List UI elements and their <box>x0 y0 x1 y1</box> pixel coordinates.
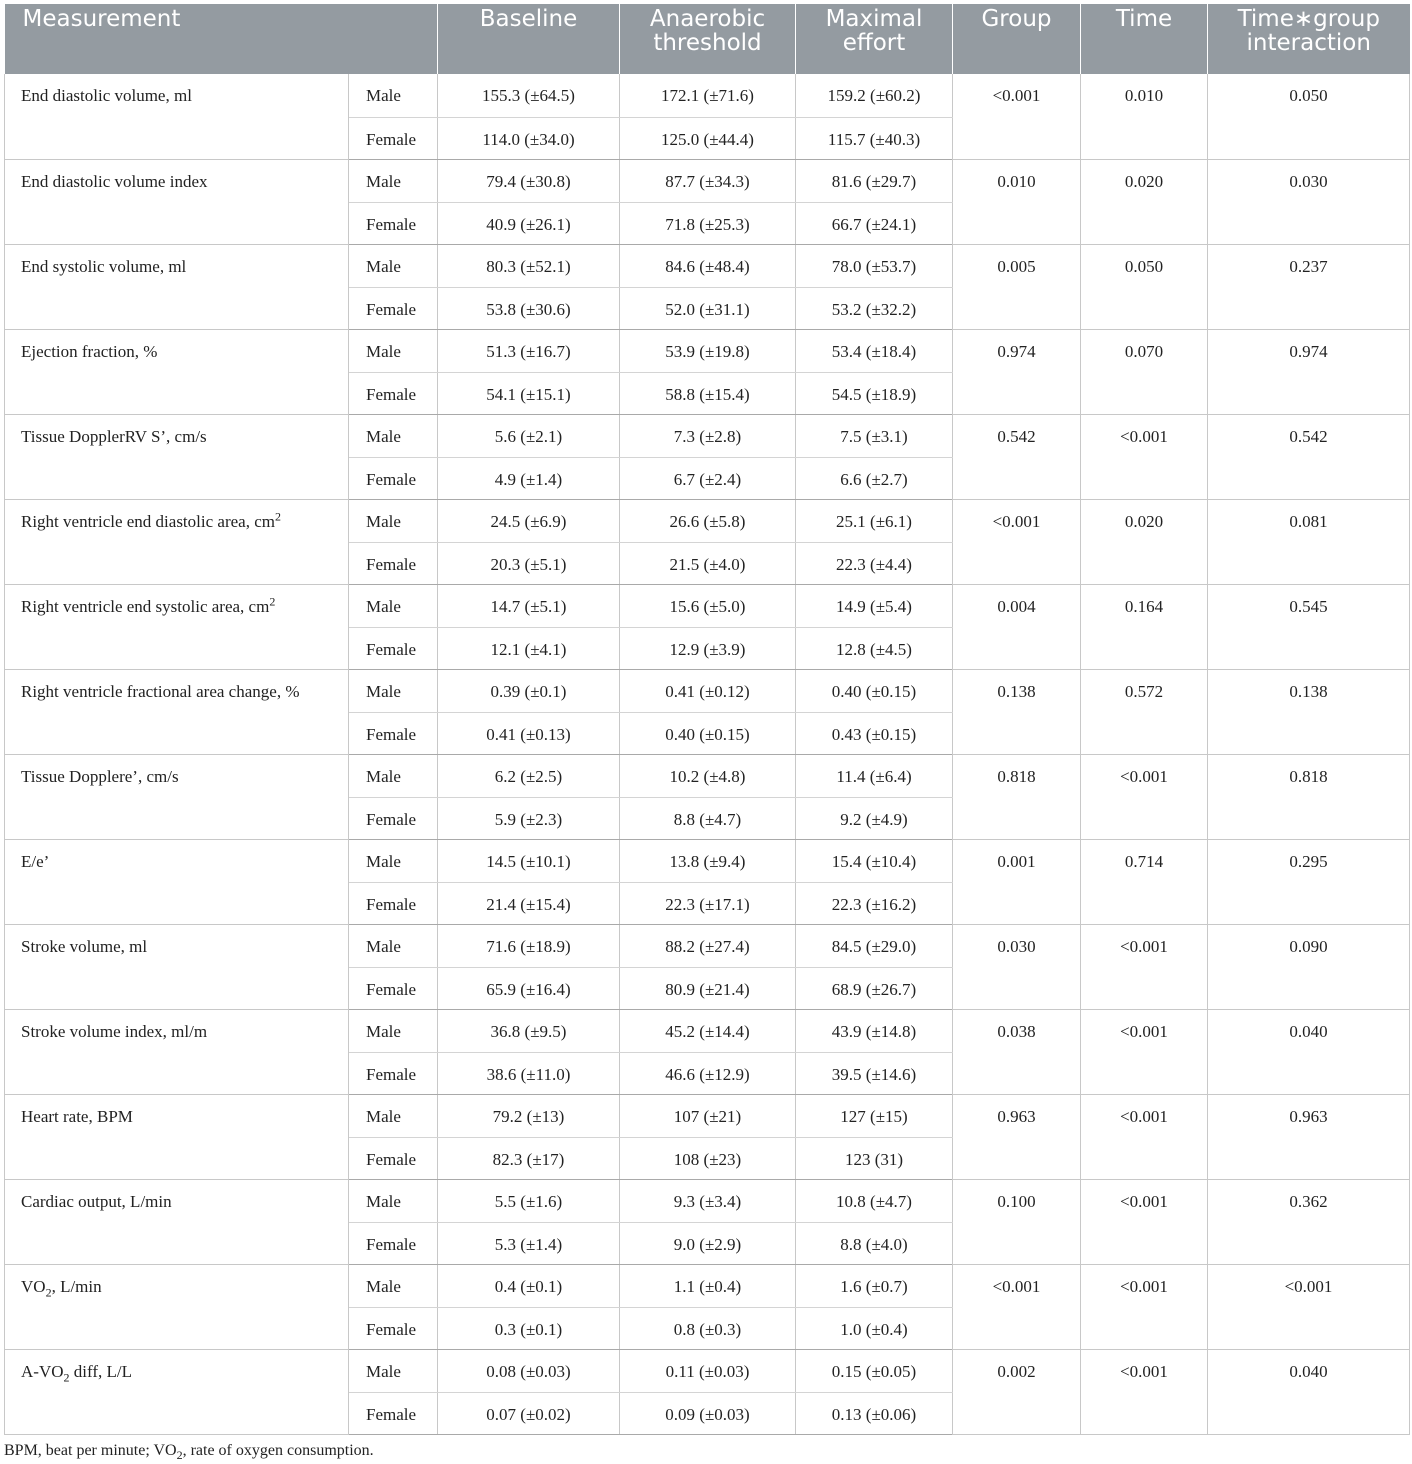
measurement-label: Stroke volume, ml <box>21 936 148 956</box>
group-p-value: 0.030 <box>953 924 1081 1009</box>
female-maximal-effort-value: 53.2 (±32.2) <box>796 287 953 329</box>
female-baseline-value: 21.4 (±15.4) <box>438 882 620 924</box>
table-header-row <box>5 4 1410 74</box>
sex-label-female: Female <box>349 882 438 924</box>
female-maximal-effort-value: 8.8 (±4.0) <box>796 1222 953 1264</box>
male-maximal-effort-value: 53.4 (±18.4) <box>796 329 953 372</box>
male-anaerobic-threshold-value: 10.2 (±4.8) <box>620 754 796 797</box>
male-maximal-effort-value: 78.0 (±53.7) <box>796 244 953 287</box>
male-anaerobic-threshold-value: 7.3 (±2.8) <box>620 414 796 457</box>
time-p-value: 0.020 <box>1081 159 1208 244</box>
female-maximal-effort-value: 9.2 (±4.9) <box>796 797 953 839</box>
table-row-male <box>5 1264 1410 1307</box>
table-row-male <box>5 1094 1410 1137</box>
female-maximal-effort-value: 6.6 (±2.7) <box>796 457 953 499</box>
header-time: Time <box>1081 4 1208 74</box>
sex-label-male: Male <box>349 839 438 882</box>
male-maximal-effort-value: 127 (±15) <box>796 1094 953 1137</box>
measurement-label: Tissue Dopplere’, cm/s <box>21 766 179 786</box>
female-anaerobic-threshold-value: 71.8 (±25.3) <box>620 202 796 244</box>
sex-label-female: Female <box>349 1222 438 1264</box>
measurement-subscript: 2 <box>63 1369 70 1384</box>
sex-label-male: Male <box>349 1264 438 1307</box>
male-anaerobic-threshold-value: 9.3 (±3.4) <box>620 1179 796 1222</box>
measurement-name <box>5 839 349 924</box>
female-anaerobic-threshold-value: 8.8 (±4.7) <box>620 797 796 839</box>
measurement-name <box>5 329 349 414</box>
sex-label-female: Female <box>349 117 438 159</box>
table-row-male <box>5 924 1410 967</box>
sex-label-male: Male <box>349 329 438 372</box>
female-baseline-value: 38.6 (±11.0) <box>438 1052 620 1094</box>
interaction-p-value: 0.040 <box>1208 1349 1410 1434</box>
table-row-male <box>5 1349 1410 1392</box>
male-anaerobic-threshold-value: 26.6 (±5.8) <box>620 499 796 542</box>
female-baseline-value: 5.3 (±1.4) <box>438 1222 620 1264</box>
time-p-value: <0.001 <box>1081 1264 1208 1349</box>
measurement-name <box>5 669 349 754</box>
sex-label-female: Female <box>349 1392 438 1434</box>
male-maximal-effort-value: 14.9 (±5.4) <box>796 584 953 627</box>
group-p-value: 0.974 <box>953 329 1081 414</box>
measurement-label: End diastolic volume index <box>21 171 208 191</box>
male-baseline-value: 79.2 (±13) <box>438 1094 620 1137</box>
female-anaerobic-threshold-value: 125.0 (±44.4) <box>620 117 796 159</box>
female-baseline-value: 0.41 (±0.13) <box>438 712 620 754</box>
table-row-male <box>5 754 1410 797</box>
male-anaerobic-threshold-value: 87.7 (±34.3) <box>620 159 796 202</box>
group-p-value: 0.004 <box>953 584 1081 669</box>
male-baseline-value: 6.2 (±2.5) <box>438 754 620 797</box>
female-maximal-effort-value: 0.43 (±0.15) <box>796 712 953 754</box>
measurement-name <box>5 1349 349 1434</box>
male-baseline-value: 14.5 (±10.1) <box>438 839 620 882</box>
female-baseline-value: 20.3 (±5.1) <box>438 542 620 584</box>
male-baseline-value: 0.4 (±0.1) <box>438 1264 620 1307</box>
table-body <box>5 74 1410 1434</box>
measurement-label: Ejection fraction, % <box>21 341 158 361</box>
time-p-value: <0.001 <box>1081 1094 1208 1179</box>
sex-label-female: Female <box>349 967 438 1009</box>
measurement-label: Right ventricle end diastolic area, cm <box>21 511 275 531</box>
male-maximal-effort-value: 43.9 (±14.8) <box>796 1009 953 1052</box>
group-p-value: 0.002 <box>953 1349 1081 1434</box>
measurement-label: End systolic volume, ml <box>21 256 187 276</box>
female-maximal-effort-value: 22.3 (±16.2) <box>796 882 953 924</box>
interaction-p-value: 0.030 <box>1208 159 1410 244</box>
table-row-male <box>5 1009 1410 1052</box>
female-baseline-value: 40.9 (±26.1) <box>438 202 620 244</box>
male-baseline-value: 0.39 (±0.1) <box>438 669 620 712</box>
time-p-value: <0.001 <box>1081 414 1208 499</box>
data-table-container <box>4 4 1409 1435</box>
interaction-p-value: 0.818 <box>1208 754 1410 839</box>
male-baseline-value: 79.4 (±30.8) <box>438 159 620 202</box>
male-maximal-effort-value: 7.5 (±3.1) <box>796 414 953 457</box>
female-maximal-effort-value: 0.13 (±0.06) <box>796 1392 953 1434</box>
sex-label-male: Male <box>349 74 438 117</box>
sex-label-male: Male <box>349 669 438 712</box>
group-p-value: 0.542 <box>953 414 1081 499</box>
male-anaerobic-threshold-value: 172.1 (±71.6) <box>620 74 796 117</box>
interaction-p-value: 0.963 <box>1208 1094 1410 1179</box>
sex-label-female: Female <box>349 202 438 244</box>
measurement-name <box>5 244 349 329</box>
male-baseline-value: 5.6 (±2.1) <box>438 414 620 457</box>
group-p-value: 0.010 <box>953 159 1081 244</box>
male-baseline-value: 5.5 (±1.6) <box>438 1179 620 1222</box>
time-p-value: 0.020 <box>1081 499 1208 584</box>
sex-label-female: Female <box>349 1137 438 1179</box>
female-baseline-value: 65.9 (±16.4) <box>438 967 620 1009</box>
group-p-value: 0.001 <box>953 839 1081 924</box>
sex-label-female: Female <box>349 712 438 754</box>
group-p-value: 0.818 <box>953 754 1081 839</box>
measurement-label: Right ventricle fractional area change, % <box>21 681 300 701</box>
female-baseline-value: 4.9 (±1.4) <box>438 457 620 499</box>
sex-label-female: Female <box>349 372 438 414</box>
time-p-value: 0.010 <box>1081 74 1208 159</box>
sex-label-female: Female <box>349 1052 438 1094</box>
time-p-value: 0.714 <box>1081 839 1208 924</box>
female-anaerobic-threshold-value: 6.7 (±2.4) <box>620 457 796 499</box>
sex-label-male: Male <box>349 1349 438 1392</box>
interaction-p-value: 0.138 <box>1208 669 1410 754</box>
male-anaerobic-threshold-value: 0.11 (±0.03) <box>620 1349 796 1392</box>
female-anaerobic-threshold-value: 9.0 (±2.9) <box>620 1222 796 1264</box>
sex-label-female: Female <box>349 287 438 329</box>
sex-label-female: Female <box>349 1307 438 1349</box>
female-anaerobic-threshold-value: 80.9 (±21.4) <box>620 967 796 1009</box>
measurement-name <box>5 1264 349 1349</box>
female-anaerobic-threshold-value: 21.5 (±4.0) <box>620 542 796 584</box>
male-anaerobic-threshold-value: 107 (±21) <box>620 1094 796 1137</box>
male-anaerobic-threshold-value: 45.2 (±14.4) <box>620 1009 796 1052</box>
male-maximal-effort-value: 1.6 (±0.7) <box>796 1264 953 1307</box>
measurement-name <box>5 1179 349 1264</box>
female-baseline-value: 54.1 (±15.1) <box>438 372 620 414</box>
male-baseline-value: 36.8 (±9.5) <box>438 1009 620 1052</box>
header-baseline: Baseline <box>438 4 620 74</box>
interaction-p-value: 0.974 <box>1208 329 1410 414</box>
female-maximal-effort-value: 1.0 (±0.4) <box>796 1307 953 1349</box>
female-baseline-value: 53.8 (±30.6) <box>438 287 620 329</box>
time-p-value: 0.050 <box>1081 244 1208 329</box>
header-interaction: Time∗group interaction <box>1208 4 1410 74</box>
measurement-table <box>4 4 1410 1435</box>
female-anaerobic-threshold-value: 108 (±23) <box>620 1137 796 1179</box>
female-anaerobic-threshold-value: 12.9 (±3.9) <box>620 627 796 669</box>
time-p-value: 0.572 <box>1081 669 1208 754</box>
female-anaerobic-threshold-value: 58.8 (±15.4) <box>620 372 796 414</box>
header-measurement: Measurement <box>5 4 438 74</box>
male-baseline-value: 0.08 (±0.03) <box>438 1349 620 1392</box>
time-p-value: 0.070 <box>1081 329 1208 414</box>
table-row-male <box>5 244 1410 287</box>
measurement-name <box>5 159 349 244</box>
table-row-male <box>5 584 1410 627</box>
measurement-label: VO <box>21 1276 46 1296</box>
sex-label-male: Male <box>349 1009 438 1052</box>
female-baseline-value: 5.9 (±2.3) <box>438 797 620 839</box>
measurement-label: Stroke volume index, ml/m <box>21 1021 208 1041</box>
female-maximal-effort-value: 115.7 (±40.3) <box>796 117 953 159</box>
sex-label-male: Male <box>349 244 438 287</box>
measurement-label: End diastolic volume, ml <box>21 86 192 105</box>
female-anaerobic-threshold-value: 52.0 (±31.1) <box>620 287 796 329</box>
sex-label-male: Male <box>349 924 438 967</box>
female-maximal-effort-value: 22.3 (±4.4) <box>796 542 953 584</box>
female-maximal-effort-value: 68.9 (±26.7) <box>796 967 953 1009</box>
male-baseline-value: 51.3 (±16.7) <box>438 329 620 372</box>
female-maximal-effort-value: 66.7 (±24.1) <box>796 202 953 244</box>
measurement-suffix: diff, L/L <box>69 1361 132 1381</box>
header-group: Group <box>953 4 1081 74</box>
male-maximal-effort-value: 0.40 (±0.15) <box>796 669 953 712</box>
measurement-name <box>5 1094 349 1179</box>
sex-label-male: Male <box>349 414 438 457</box>
table-row-male <box>5 499 1410 542</box>
time-p-value: <0.001 <box>1081 1179 1208 1264</box>
male-maximal-effort-value: 25.1 (±6.1) <box>796 499 953 542</box>
male-anaerobic-threshold-value: 0.41 (±0.12) <box>620 669 796 712</box>
table-row-male <box>5 159 1410 202</box>
male-baseline-value: 80.3 (±52.1) <box>438 244 620 287</box>
interaction-p-value: 0.295 <box>1208 839 1410 924</box>
measurement-name <box>5 414 349 499</box>
group-p-value: 0.963 <box>953 1094 1081 1179</box>
interaction-p-value: 0.237 <box>1208 244 1410 329</box>
male-baseline-value: 24.5 (±6.9) <box>438 499 620 542</box>
interaction-p-value: 0.040 <box>1208 1009 1410 1094</box>
header-anaerobic-threshold: Anaerobic threshold <box>620 4 796 74</box>
female-baseline-value: 0.3 (±0.1) <box>438 1307 620 1349</box>
male-maximal-effort-value: 81.6 (±29.7) <box>796 159 953 202</box>
group-p-value: 0.038 <box>953 1009 1081 1094</box>
male-anaerobic-threshold-value: 13.8 (±9.4) <box>620 839 796 882</box>
female-anaerobic-threshold-value: 0.09 (±0.03) <box>620 1392 796 1434</box>
female-baseline-value: 12.1 (±4.1) <box>438 627 620 669</box>
group-p-value: 0.138 <box>953 669 1081 754</box>
sex-label-female: Female <box>349 542 438 584</box>
table-row-male <box>5 329 1410 372</box>
male-maximal-effort-value: 0.15 (±0.05) <box>796 1349 953 1392</box>
interaction-p-value: 0.081 <box>1208 499 1410 584</box>
female-baseline-value: 82.3 (±17) <box>438 1137 620 1179</box>
measurement-subscript: 2 <box>45 1284 52 1299</box>
measurement-suffix: , L/min <box>51 1276 102 1296</box>
group-p-value: <0.001 <box>953 499 1081 584</box>
interaction-p-value: 0.362 <box>1208 1179 1410 1264</box>
male-maximal-effort-value: 84.5 (±29.0) <box>796 924 953 967</box>
measurement-name <box>5 754 349 839</box>
female-anaerobic-threshold-value: 46.6 (±12.9) <box>620 1052 796 1094</box>
sex-label-male: Male <box>349 1094 438 1137</box>
male-anaerobic-threshold-value: 15.6 (±5.0) <box>620 584 796 627</box>
female-baseline-value: 114.0 (±34.0) <box>438 117 620 159</box>
measurement-superscript: 2 <box>269 593 276 608</box>
measurement-name <box>5 584 349 669</box>
female-anaerobic-threshold-value: 0.8 (±0.3) <box>620 1307 796 1349</box>
measurement-superscript: 2 <box>274 508 281 523</box>
measurement-label: A-VO <box>21 1361 64 1381</box>
group-p-value: 0.005 <box>953 244 1081 329</box>
measurement-label: Tissue DopplerRV S’, cm/s <box>21 426 207 446</box>
sex-label-male: Male <box>349 754 438 797</box>
sex-label-female: Female <box>349 797 438 839</box>
measurement-name <box>5 924 349 1009</box>
male-maximal-effort-value: 11.4 (±6.4) <box>796 754 953 797</box>
measurement-label: Cardiac output, L/min <box>21 1191 172 1211</box>
male-maximal-effort-value: 10.8 (±4.7) <box>796 1179 953 1222</box>
group-p-value: <0.001 <box>953 74 1081 159</box>
male-maximal-effort-value: 15.4 (±10.4) <box>796 839 953 882</box>
sex-label-male: Male <box>349 1179 438 1222</box>
group-p-value: 0.100 <box>953 1179 1081 1264</box>
sex-label-male: Male <box>349 584 438 627</box>
female-anaerobic-threshold-value: 0.40 (±0.15) <box>620 712 796 754</box>
female-baseline-value: 0.07 (±0.02) <box>438 1392 620 1434</box>
male-anaerobic-threshold-value: 84.6 (±48.4) <box>620 244 796 287</box>
interaction-p-value: 0.050 <box>1208 74 1410 159</box>
female-maximal-effort-value: 12.8 (±4.5) <box>796 627 953 669</box>
male-anaerobic-threshold-value: 1.1 (±0.4) <box>620 1264 796 1307</box>
female-maximal-effort-value: 54.5 (±18.9) <box>796 372 953 414</box>
time-p-value: <0.001 <box>1081 754 1208 839</box>
time-p-value: <0.001 <box>1081 1009 1208 1094</box>
group-p-value: <0.001 <box>953 1264 1081 1349</box>
measurement-name <box>5 1009 349 1094</box>
header-maximal-effort: Maximal effort <box>796 4 953 74</box>
sex-label-male: Male <box>349 159 438 202</box>
table-row-male <box>5 669 1410 712</box>
sex-label-female: Female <box>349 627 438 669</box>
measurement-label: E/e’ <box>21 851 50 871</box>
sex-label-male: Male <box>349 499 438 542</box>
table-row-male <box>5 74 1410 117</box>
female-maximal-effort-value: 39.5 (±14.6) <box>796 1052 953 1094</box>
sex-label-female: Female <box>349 457 438 499</box>
male-baseline-value: 14.7 (±5.1) <box>438 584 620 627</box>
measurement-name <box>5 499 349 584</box>
table-row-male <box>5 414 1410 457</box>
interaction-p-value: <0.001 <box>1208 1264 1410 1349</box>
time-p-value: 0.164 <box>1081 584 1208 669</box>
table-row-male <box>5 1179 1410 1222</box>
male-anaerobic-threshold-value: 53.9 (±19.8) <box>620 329 796 372</box>
table-row-male <box>5 839 1410 882</box>
male-maximal-effort-value: 159.2 (±60.2) <box>796 74 953 117</box>
interaction-p-value: 0.545 <box>1208 584 1410 669</box>
interaction-p-value: 0.542 <box>1208 414 1410 499</box>
measurement-name <box>5 74 349 159</box>
table-footnote: BPM, beat per minute; $VO_2$, rate of oxygen consumption. <box>4 1442 374 1463</box>
female-maximal-effort-value: 123 (31) <box>796 1137 953 1179</box>
measurement-label: Heart rate, BPM <box>21 1106 133 1126</box>
measurement-label: Right ventricle end systolic area, cm <box>21 596 270 616</box>
female-anaerobic-threshold-value: 22.3 (±17.1) <box>620 882 796 924</box>
interaction-p-value: 0.090 <box>1208 924 1410 1009</box>
male-baseline-value: 155.3 (±64.5) <box>438 74 620 117</box>
male-baseline-value: 71.6 (±18.9) <box>438 924 620 967</box>
time-p-value: <0.001 <box>1081 924 1208 1009</box>
male-anaerobic-threshold-value: 88.2 (±27.4) <box>620 924 796 967</box>
time-p-value: <0.001 <box>1081 1349 1208 1434</box>
